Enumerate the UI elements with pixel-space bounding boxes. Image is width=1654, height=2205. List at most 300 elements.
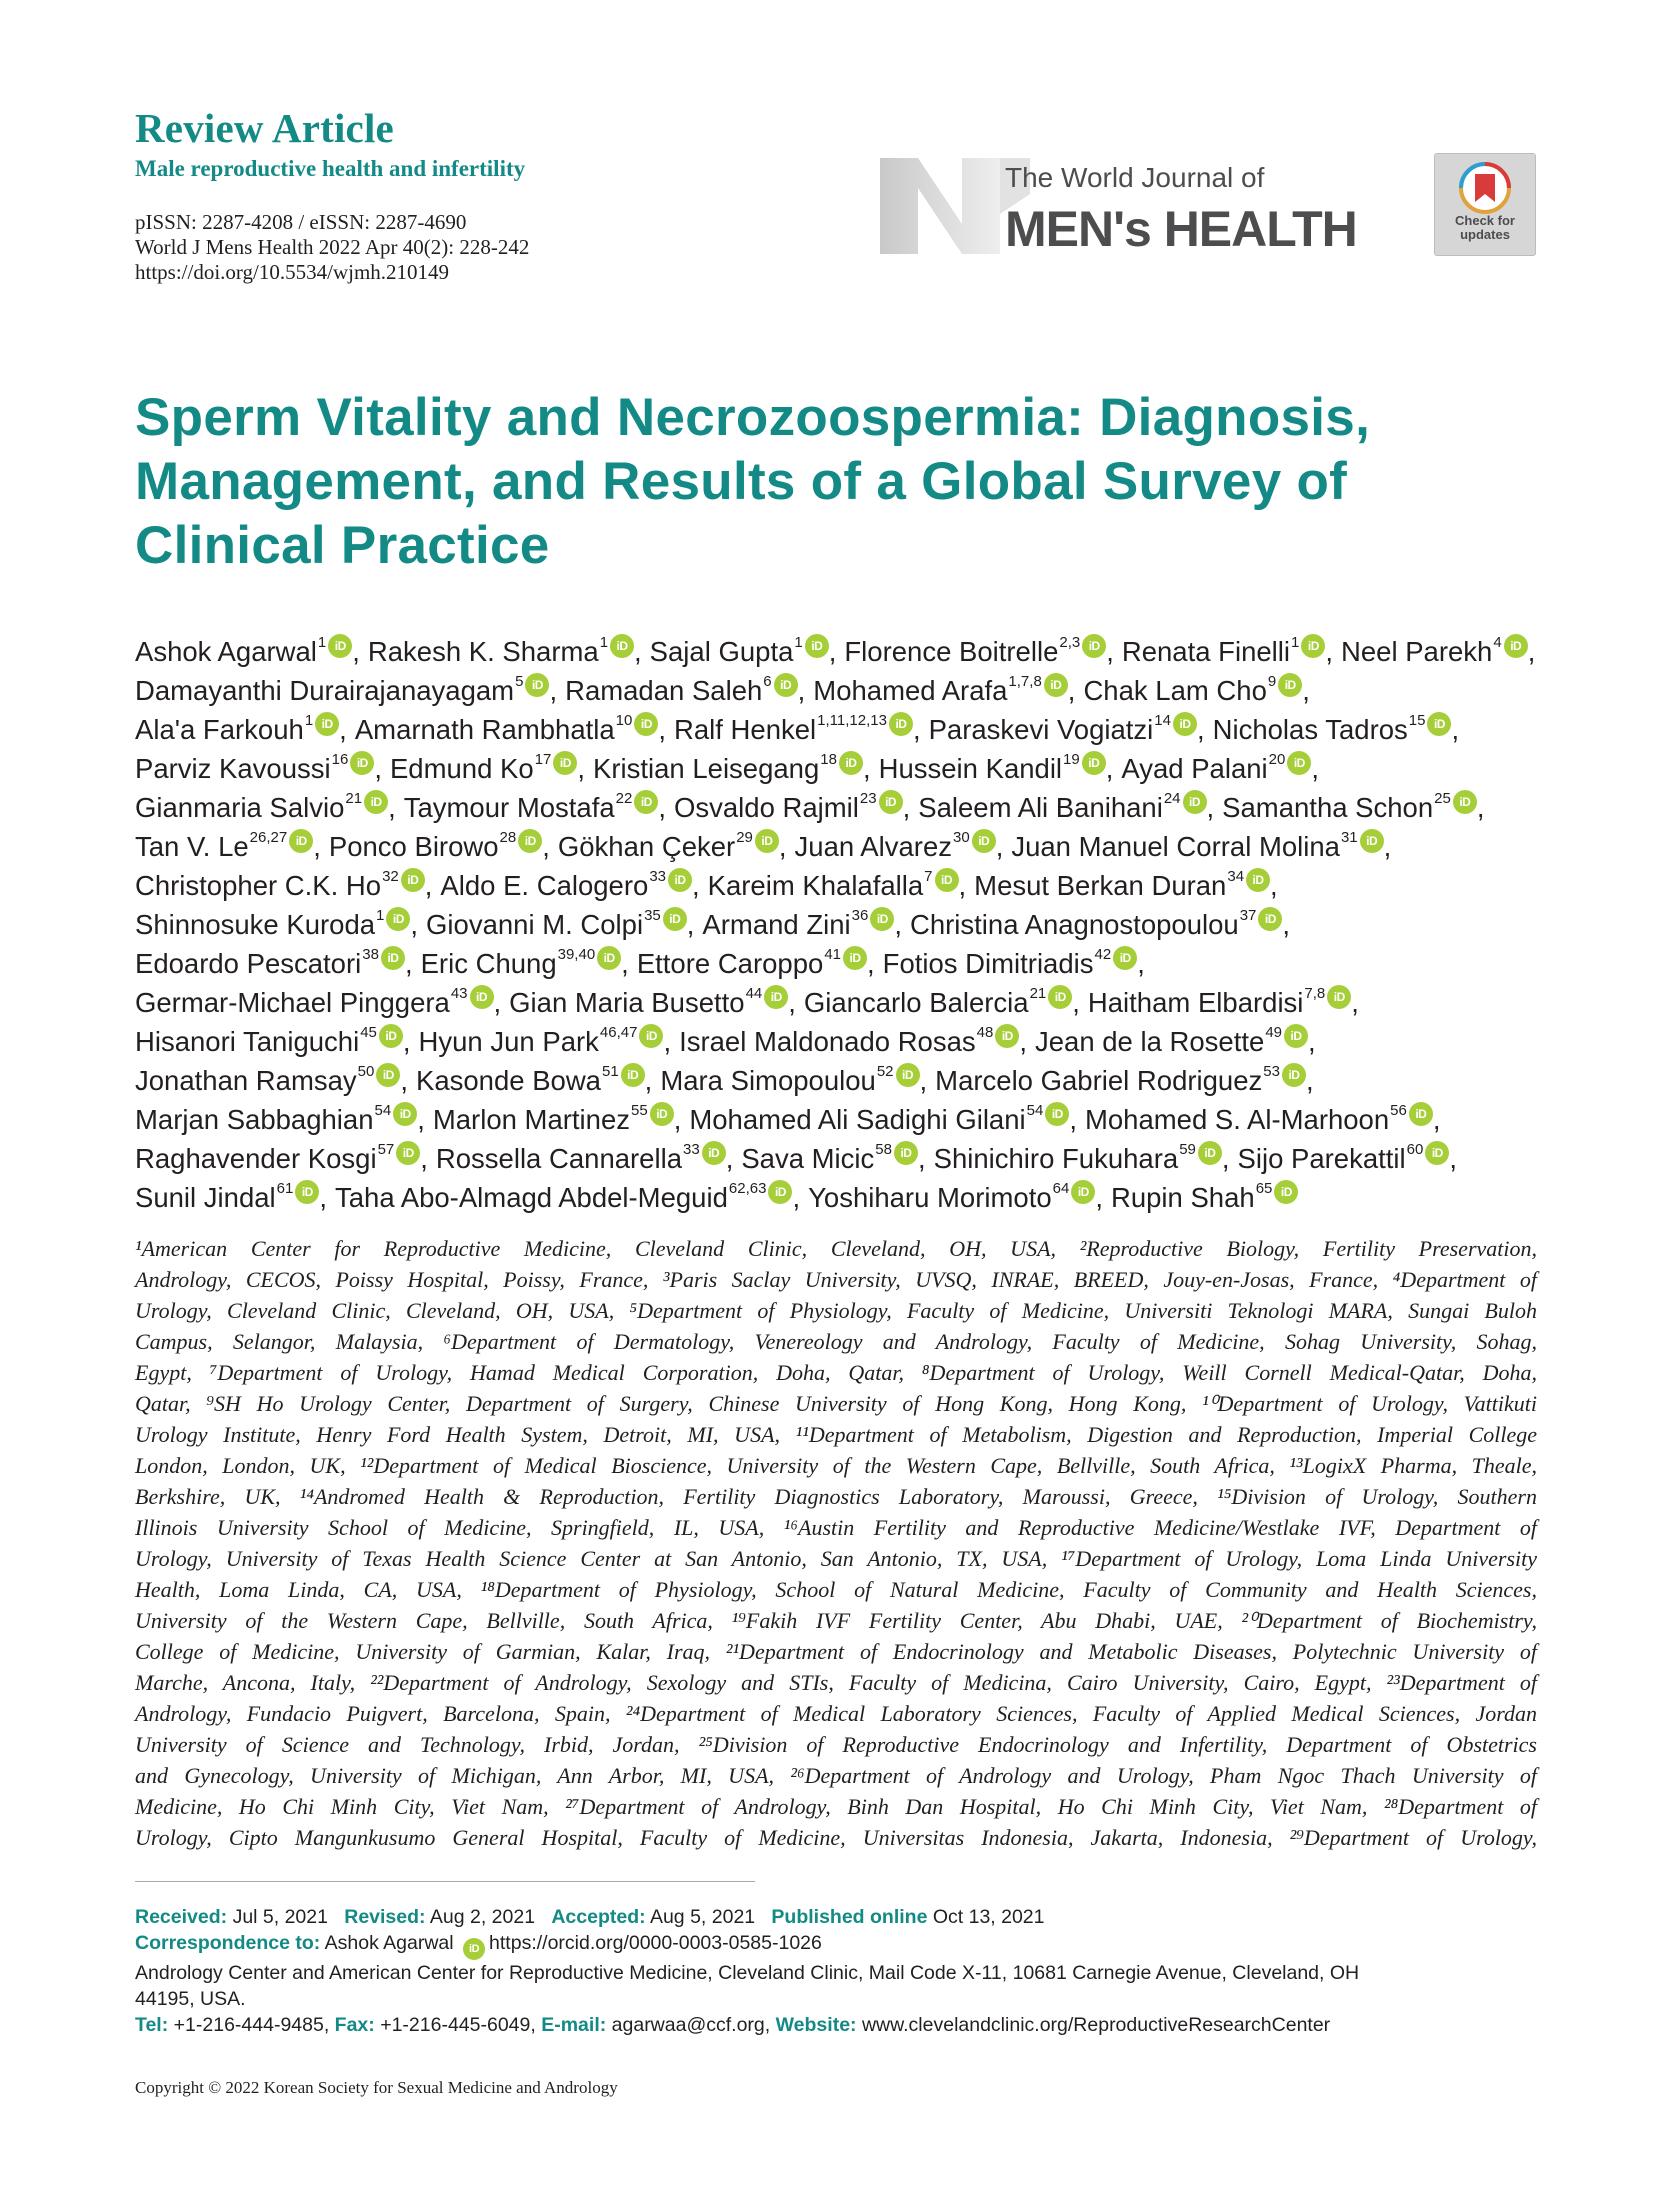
author bbox=[135, 827, 313, 866]
author bbox=[708, 866, 959, 905]
orcid-icon[interactable]: iD bbox=[995, 1024, 1019, 1048]
author-name: Sijo Parekattil bbox=[1237, 1143, 1406, 1174]
author bbox=[355, 710, 659, 749]
author bbox=[934, 1139, 1222, 1178]
author-name: Osvaldo Rajmil bbox=[673, 792, 859, 823]
orcid-icon[interactable]: iD bbox=[755, 829, 779, 853]
author bbox=[436, 1139, 726, 1178]
author-name: Juan Manuel Corral Molina bbox=[1011, 831, 1340, 862]
author-name: Hisanori Taniguchi bbox=[135, 1026, 360, 1057]
website-link[interactable]: www.clevelandclinic.org/ReproductiveResearchCenter bbox=[861, 2014, 1331, 2036]
article-subject: Male reproductive health and infertility bbox=[135, 156, 526, 181]
author-separator: , bbox=[417, 1104, 425, 1135]
orcid-icon[interactable]: iD bbox=[463, 1938, 485, 1960]
orcid-icon[interactable]: iD bbox=[1048, 985, 1072, 1009]
author-separator: , bbox=[1206, 792, 1215, 823]
author-separator: , bbox=[644, 1065, 653, 1096]
author bbox=[674, 788, 903, 827]
author-separator: , bbox=[1449, 1143, 1457, 1174]
author-separator: , bbox=[788, 987, 796, 1018]
author-separator: , bbox=[1282, 909, 1291, 940]
orcid-icon[interactable]: iD bbox=[315, 712, 339, 736]
author-affiliation-number: 61 bbox=[276, 1180, 294, 1197]
orcid-icon[interactable]: iD bbox=[1246, 868, 1270, 892]
author-affiliation-number: 37 bbox=[1239, 907, 1257, 924]
author-separator: , bbox=[339, 714, 347, 745]
orcid-icon[interactable]: iD bbox=[1173, 712, 1197, 736]
author-separator: , bbox=[410, 909, 419, 940]
author-name: Giovanni M. Colpi bbox=[426, 909, 644, 940]
journal-name-line2: MEN's HEALTH bbox=[1005, 201, 1357, 257]
orcid-icon[interactable]: iD bbox=[401, 868, 425, 892]
author-name: Rakesh K. Sharma bbox=[367, 636, 599, 667]
author-name: Nicholas Tadros bbox=[1212, 714, 1408, 745]
correspondence-orcid-link[interactable]: https://orcid.org/0000-0003-0585-1026 bbox=[489, 1932, 822, 1954]
fax: +1-216-445-6049, bbox=[380, 2014, 536, 2036]
author-affiliation-number: 45 bbox=[360, 1024, 377, 1041]
orcid-icon[interactable]: iD bbox=[381, 946, 405, 970]
author-affiliation-number: 51 bbox=[601, 1063, 619, 1080]
orcid-icon[interactable]: iD bbox=[639, 1024, 663, 1048]
author-affiliation-number: 4 bbox=[1493, 634, 1502, 651]
orcid-icon[interactable]: iD bbox=[289, 829, 313, 853]
author-separator: , bbox=[400, 1065, 408, 1096]
author-separator: , bbox=[1106, 636, 1114, 667]
author-separator: , bbox=[902, 792, 911, 823]
author-name: Mara Simopoulou bbox=[660, 1065, 876, 1096]
author-affiliation-number: 42 bbox=[1094, 946, 1112, 963]
author-separator: , bbox=[1019, 1026, 1027, 1057]
author-name: Juan Alvarez bbox=[794, 831, 952, 862]
author-separator: , bbox=[1067, 675, 1076, 706]
orcid-icon[interactable]: iD bbox=[1198, 1141, 1222, 1165]
author bbox=[935, 1061, 1306, 1100]
author-name: Ponco Birowo bbox=[328, 831, 499, 862]
affiliation-line: Andrology, CECOS, Poissy Hospital, Poissy, France, ³Paris Saclay University, UVSQ, INRAE, BREED, Jouy-en-Josas, France, ⁴Department of bbox=[135, 1267, 1537, 1292]
orcid-icon[interactable]: iD bbox=[668, 868, 692, 892]
author-affiliation-number: 19 bbox=[1063, 751, 1080, 768]
orcid-icon[interactable]: iD bbox=[894, 1141, 918, 1165]
orcid-icon[interactable]: iD bbox=[610, 634, 634, 658]
affiliation-line: Urology, Cleveland Clinic, Cleveland, OH, USA, ⁵Department of Physiology, Faculty of Medicine, Universiti Teknologi MARA, Sungai Buloh bbox=[135, 1298, 1537, 1323]
orcid-icon[interactable]: iD bbox=[470, 985, 494, 1009]
orcid-icon[interactable]: iD bbox=[1409, 1102, 1433, 1126]
author-separator: , bbox=[621, 948, 629, 979]
author-affiliation-number: 28 bbox=[499, 829, 517, 846]
orcid-icon[interactable]: iD bbox=[364, 790, 388, 814]
author-line bbox=[135, 983, 1525, 1022]
author-name: Neel Parekh bbox=[1341, 636, 1493, 667]
author-affiliation-number: 1,11,12,13 bbox=[817, 712, 887, 729]
orcid-icon[interactable]: iD bbox=[1287, 751, 1311, 775]
author-affiliation-number: 21 bbox=[1029, 985, 1047, 1002]
author-line bbox=[135, 1100, 1525, 1139]
author-name: Florence Boitrelle bbox=[844, 636, 1059, 667]
author-name: Fotios Dimitriadis bbox=[882, 948, 1094, 979]
author-separator: , bbox=[1308, 1026, 1316, 1057]
orcid-icon[interactable]: iD bbox=[805, 634, 829, 658]
author-line bbox=[135, 632, 1536, 671]
orcid-icon[interactable]: iD bbox=[518, 829, 542, 853]
orcid-icon[interactable]: iD bbox=[553, 751, 577, 775]
author-name: Kristian Leisegang bbox=[593, 753, 820, 784]
email-link[interactable]: agarwaa@ccf.org, bbox=[611, 2014, 771, 2036]
author-affiliation-number: 56 bbox=[1390, 1102, 1407, 1119]
author-list bbox=[135, 632, 1536, 1217]
author-affiliation-number: 2,3 bbox=[1059, 634, 1081, 651]
orcid-icon[interactable]: iD bbox=[870, 907, 894, 931]
article-meta bbox=[135, 210, 529, 285]
author-separator: , bbox=[894, 909, 902, 940]
author bbox=[390, 749, 577, 788]
author bbox=[1122, 632, 1326, 671]
author bbox=[135, 944, 405, 983]
author-name: Gianmaria Salvio bbox=[135, 792, 345, 823]
author-affiliation-number: 6 bbox=[763, 673, 772, 690]
author-separator: , bbox=[313, 831, 321, 862]
orcid-icon[interactable]: iD bbox=[1183, 790, 1207, 814]
author-name: Germar-Michael Pinggera bbox=[135, 987, 450, 1018]
author-line bbox=[135, 1022, 1525, 1061]
author-name: Armand Zini bbox=[702, 909, 851, 940]
author-separator: , bbox=[1325, 636, 1333, 667]
author-affiliation-number: 14 bbox=[1154, 712, 1171, 729]
affiliation-line: College of Medicine, University of Garmian, Kalar, Iraq, ²¹Department of Endocrinology and Metabolic Diseases, Polytechnic University of bbox=[135, 1639, 1537, 1664]
author-affiliation-number: 65 bbox=[1255, 1180, 1273, 1197]
author-affiliation-number: 34 bbox=[1227, 868, 1245, 885]
author-separator: , bbox=[792, 1182, 801, 1213]
affiliation-line: Health, Loma Linda, CA, USA, ¹⁸Department of Physiology, School of Natural Medicine, Faculty of Community and Health Sciences, bbox=[135, 1577, 1537, 1602]
author-affiliation-number: 57 bbox=[377, 1141, 395, 1158]
journal-name-line1: The World Journal of bbox=[1005, 162, 1265, 193]
author-line bbox=[135, 749, 1525, 788]
author-name: Tan V. Le bbox=[135, 831, 249, 862]
author-name: Gian Maria Busetto bbox=[509, 987, 745, 1018]
author-affiliation-number: 26,27 bbox=[249, 829, 288, 846]
author-separator: , bbox=[1302, 675, 1310, 706]
orcid-icon[interactable]: iD bbox=[328, 634, 352, 658]
affiliation-line: Urology Institute, Henry Ford Health System, Detroit, MI, USA, ¹¹Department of Metabolism, Digestion and Reproduction, Imperial College bbox=[135, 1422, 1537, 1447]
author-separator: , bbox=[1196, 714, 1205, 745]
orcid-icon[interactable]: iD bbox=[879, 790, 903, 814]
orcid-icon[interactable]: iD bbox=[634, 712, 658, 736]
orcid-icon[interactable]: iD bbox=[634, 790, 658, 814]
author bbox=[1213, 710, 1452, 749]
author-name: Hussein Kandil bbox=[878, 753, 1063, 784]
orcid-icon[interactable]: iD bbox=[839, 751, 863, 775]
author-separator: , bbox=[1311, 753, 1319, 784]
author-name: Aldo E. Calogero bbox=[440, 870, 649, 901]
author-name: Rupin Shah bbox=[1110, 1182, 1255, 1213]
author bbox=[660, 1061, 919, 1100]
author-affiliation-number: 1,7,8 bbox=[1008, 673, 1042, 690]
author-name: Amarnath Rambhatla bbox=[354, 714, 615, 745]
telephone: +1-216-444-9485, bbox=[173, 2014, 330, 2036]
orcid-icon[interactable]: iD bbox=[1258, 907, 1282, 931]
author-name: Samantha Schon bbox=[1222, 792, 1434, 823]
affiliation-line: Qatar, ⁹SH Ho Urology Center, Department of Surgery, Chinese University of Hong Kong, Hong Kong, ¹⁰Department of Urology, Vattikuti bbox=[135, 1391, 1537, 1416]
orcid-icon[interactable]: iD bbox=[1427, 712, 1451, 736]
author-separator: , bbox=[319, 1182, 327, 1213]
author-name: Mohamed Ali Sadighi Gilani bbox=[689, 1104, 1026, 1135]
check-for-updates-label: Check for updates bbox=[1455, 213, 1515, 242]
author-separator: , bbox=[1451, 714, 1460, 745]
author-name: Damayanthi Durairajanayagam bbox=[135, 675, 515, 706]
dates-row: Received: Jul 5, 2021 Revised: Aug 2, 2021 Accepted: Aug 5, 2021 Published online Oct 13, 2021 bbox=[135, 1906, 1045, 1928]
author-affiliation-number: 41 bbox=[824, 946, 841, 963]
author bbox=[135, 1178, 319, 1217]
author-separator: , bbox=[658, 714, 666, 745]
author-name: Eric Chung bbox=[420, 948, 557, 979]
author bbox=[135, 983, 494, 1022]
author-name: Taymour Mostafa bbox=[403, 792, 615, 823]
author-separator: , bbox=[1527, 636, 1536, 667]
orcid-icon[interactable]: iD bbox=[1278, 673, 1302, 697]
author-separator: , bbox=[549, 675, 558, 706]
author-affiliation-number: 39,40 bbox=[557, 946, 596, 963]
orcid-icon[interactable]: iD bbox=[386, 907, 410, 931]
author-name: Ramadan Saleh bbox=[565, 675, 763, 706]
author-name: Yoshiharu Morimoto bbox=[808, 1182, 1052, 1213]
author-affiliation-number: 49 bbox=[1265, 1024, 1282, 1041]
orcid-icon[interactable]: iD bbox=[1284, 1024, 1308, 1048]
correspondence-address-line1: Andrology Center and American Center for Reproductive Medicine, Cleveland Clinic, Mail Code X-11, 10681 Carnegie Avenue, Cleveland, OH bbox=[135, 1962, 1360, 1984]
author-affiliation-number: 9 bbox=[1267, 673, 1277, 690]
check-for-updates-button[interactable] bbox=[1434, 153, 1536, 256]
author-affiliation-number: 16 bbox=[331, 751, 349, 768]
article-footer-info bbox=[135, 1904, 1545, 2038]
author-affiliation-number: 7,8 bbox=[1304, 985, 1326, 1002]
author-affiliation-number: 1 bbox=[599, 634, 609, 651]
author bbox=[974, 866, 1270, 905]
orcid-icon[interactable]: iD bbox=[1301, 634, 1325, 658]
orcid-icon[interactable]: iD bbox=[935, 868, 959, 892]
orcid-icon[interactable]: iD bbox=[1082, 634, 1106, 658]
orcid-icon[interactable]: iD bbox=[350, 751, 374, 775]
author-name: Sunil Jindal bbox=[135, 1182, 276, 1213]
affiliation-line: ¹American Center for Reproductive Medicine, Cleveland Clinic, Cleveland, OH, USA, ²Reproductive Biology, Fertility Preservation, bbox=[135, 1236, 1537, 1261]
author-affiliation-number: 59 bbox=[1179, 1141, 1196, 1158]
author-name: Edoardo Pescatori bbox=[135, 948, 362, 979]
author-affiliation-number: 17 bbox=[534, 751, 552, 768]
affiliation-line: Egypt, ⁷Department of Urology, Hamad Medical Corporation, Doha, Qatar, ⁸Department of Urology, Weill Cornell Medical-Qatar, Doha, bbox=[135, 1360, 1537, 1385]
orcid-icon[interactable]: iD bbox=[393, 1102, 417, 1126]
author-separator: , bbox=[828, 636, 837, 667]
footnote-divider bbox=[135, 1881, 755, 1882]
author-affiliation-number: 20 bbox=[1268, 751, 1286, 768]
author bbox=[509, 983, 788, 1022]
author-affiliation-number: 10 bbox=[615, 712, 633, 729]
author bbox=[741, 1139, 918, 1178]
orcid-icon[interactable]: iD bbox=[621, 1063, 645, 1087]
author-name: Parviz Kavoussi bbox=[135, 753, 331, 784]
received-date: Jul 5, 2021 bbox=[232, 1906, 328, 1928]
author-affiliation-number: 58 bbox=[875, 1141, 892, 1158]
author-affiliation-number: 64 bbox=[1052, 1180, 1070, 1197]
author-affiliation-number: 52 bbox=[876, 1063, 894, 1080]
author-separator: , bbox=[1069, 1104, 1077, 1135]
orcid-icon[interactable]: iD bbox=[1071, 1180, 1095, 1204]
author-separator: , bbox=[1137, 948, 1145, 979]
author-separator: , bbox=[995, 831, 1004, 862]
affiliation-line: Medicine, Ho Chi Minh City, Viet Nam, ²⁷Department of Andrology, Binh Dan Hospital, Ho Chi Minh City, Viet Nam, ²⁸Department of bbox=[135, 1794, 1537, 1819]
author-separator: , bbox=[917, 1143, 926, 1174]
author-affiliation-number: 46,47 bbox=[599, 1024, 638, 1041]
author-line bbox=[135, 1139, 1525, 1178]
author-affiliation-number: 7 bbox=[924, 868, 933, 885]
author-name: Mesut Berkan Duran bbox=[974, 870, 1227, 901]
author bbox=[883, 944, 1138, 983]
author-affiliation-number: 50 bbox=[357, 1063, 375, 1080]
orcid-icon[interactable]: iD bbox=[896, 1063, 920, 1087]
affiliation-line: Andrology, Fundacio Puigvert, Barcelona, Spain, ²⁴Department of Medical Laboratory Sciences, Faculty of Applied Medical Sciences, Jordan bbox=[135, 1701, 1537, 1726]
author-separator: , bbox=[352, 636, 360, 667]
orcid-icon[interactable]: iD bbox=[1082, 751, 1106, 775]
author-separator: , bbox=[867, 948, 875, 979]
author-affiliation-number: 44 bbox=[745, 985, 763, 1002]
author-affiliation-number: 55 bbox=[631, 1102, 648, 1119]
orcid-icon[interactable]: iD bbox=[1360, 829, 1384, 853]
article-title: Sperm Vitality and Necrozoospermia: Diagnosis, Management, and Results of a Global Survey of Clinical Practice bbox=[135, 388, 1371, 575]
orcid-icon[interactable]: iD bbox=[376, 1063, 400, 1087]
author bbox=[329, 827, 542, 866]
author-affiliation-number: 35 bbox=[644, 907, 661, 924]
orcid-icon[interactable]: iD bbox=[764, 985, 788, 1009]
author bbox=[1111, 1178, 1298, 1217]
author-name: Edmund Ko bbox=[389, 753, 534, 784]
author-name: Gökhan Çeker bbox=[557, 831, 736, 862]
author bbox=[1088, 983, 1351, 1022]
author-affiliation-number: 31 bbox=[1340, 829, 1358, 846]
author-name: Mohamed S. Al-Marhoon bbox=[1084, 1104, 1390, 1135]
author bbox=[335, 1178, 792, 1217]
orcid-icon[interactable]: iD bbox=[1113, 946, 1137, 970]
orcid-icon[interactable]: iD bbox=[972, 829, 996, 853]
revised-date: Aug 2, 2021 bbox=[429, 1906, 536, 1928]
orcid-icon[interactable]: iD bbox=[1425, 1141, 1449, 1165]
author-affiliation-number: 30 bbox=[953, 829, 970, 846]
author-separator: , bbox=[658, 792, 666, 823]
orcid-icon[interactable]: iD bbox=[396, 1141, 420, 1165]
affiliation-line: Campus, Selangor, Malaysia, ⁶Department of Dermatology, Venereology and Andrology, Faculty of Medicine, Sohag University, Sohag, bbox=[135, 1329, 1537, 1354]
author-name: Hyun Jun Park bbox=[418, 1026, 599, 1057]
orcid-icon[interactable]: iD bbox=[1045, 1102, 1069, 1126]
orcid-icon[interactable]: iD bbox=[663, 907, 687, 931]
author-name: Ala'a Farkouh bbox=[135, 714, 304, 745]
orcid-icon[interactable]: iD bbox=[889, 712, 913, 736]
author-affiliation-number: 1 bbox=[317, 634, 327, 651]
orcid-icon[interactable]: iD bbox=[597, 946, 621, 970]
author-separator: , bbox=[958, 870, 967, 901]
orcid-icon[interactable]: iD bbox=[1453, 790, 1477, 814]
author-separator: , bbox=[797, 675, 806, 706]
author bbox=[135, 710, 339, 749]
author bbox=[593, 749, 863, 788]
author-separator: , bbox=[1432, 1104, 1441, 1135]
author-name: Jean de la Rosette bbox=[1034, 1026, 1265, 1057]
author bbox=[135, 1061, 400, 1100]
contact-row: Tel: +1-216-444-9485, Fax: +1-216-445-6049, E-mail: agarwaa@ccf.org, Website: www.clevelandclinic.org/ReproductiveResearchCenter bbox=[135, 2014, 1331, 2036]
author bbox=[135, 671, 549, 710]
author bbox=[135, 749, 374, 788]
author bbox=[135, 632, 352, 671]
author-separator: , bbox=[388, 792, 396, 823]
copyright: Copyright © 2022 Korean Society for Sexual Medicine and Andrology bbox=[135, 2078, 618, 2097]
author bbox=[804, 983, 1072, 1022]
author-name: Haitham Elbardisi bbox=[1087, 987, 1304, 1018]
author-name: Ettore Caroppo bbox=[636, 948, 824, 979]
orcid-icon[interactable]: iD bbox=[702, 1141, 726, 1165]
author-affiliation-number: 36 bbox=[851, 907, 869, 924]
orcid-icon[interactable]: iD bbox=[1327, 985, 1351, 1009]
author-separator: , bbox=[420, 1143, 428, 1174]
author-separator: , bbox=[542, 831, 550, 862]
author-name: Chak Lam Cho bbox=[1083, 675, 1267, 706]
orcid-icon[interactable]: iD bbox=[774, 673, 798, 697]
author-line bbox=[135, 866, 1525, 905]
author-name: Shinnosuke Kuroda bbox=[135, 909, 376, 940]
author bbox=[419, 1022, 664, 1061]
orcid-icon[interactable]: iD bbox=[1504, 634, 1528, 658]
author-separator: , bbox=[912, 714, 921, 745]
affiliation-line: London, London, UK, ¹²Department of Medical Bioscience, University of the Western Cape, Bellville, South Africa, ¹³LogixX Pharma, Theale, bbox=[135, 1453, 1537, 1478]
orcid-icon[interactable]: iD bbox=[1274, 1180, 1298, 1204]
orcid-icon[interactable]: iD bbox=[768, 1180, 792, 1204]
author bbox=[679, 1022, 1019, 1061]
author-name: Jonathan Ramsay bbox=[135, 1065, 357, 1096]
author-separator: , bbox=[1476, 792, 1485, 823]
author-separator: , bbox=[577, 753, 586, 784]
affiliation-line: Berkshire, UK, ¹⁴Andromed Health & Reproduction, Fertility Diagnostics Laboratory, Maroussi, Greece, ¹⁵Division of Urology, Southern bbox=[135, 1484, 1537, 1509]
bookmark-icon bbox=[1435, 156, 1535, 216]
author-name: Rossella Cannarella bbox=[435, 1143, 682, 1174]
author bbox=[1011, 827, 1383, 866]
author-separator: , bbox=[493, 987, 502, 1018]
author-name: Ralf Henkel bbox=[674, 714, 817, 745]
author-separator: , bbox=[634, 636, 642, 667]
affiliation-line: Marche, Ancona, Italy, ²²Department of Andrology, Sexology and STIs, Faculty of Medicina, Cairo University, Cairo, Egypt, ²³Department of bbox=[135, 1670, 1537, 1695]
orcid-icon[interactable]: iD bbox=[379, 1024, 403, 1048]
author-affiliation-number: 1 bbox=[304, 712, 314, 729]
orcid-icon[interactable]: iD bbox=[1282, 1063, 1306, 1087]
orcid-icon[interactable]: iD bbox=[1044, 673, 1068, 697]
author-separator: , bbox=[1072, 987, 1080, 1018]
author-name: Giancarlo Balercia bbox=[803, 987, 1029, 1018]
affiliation-line: Illinois University School of Medicine, Springfield, IL, USA, ¹⁶Austin Fertility and Reproductive Medicine/Westlake IVF, Department of bbox=[135, 1515, 1537, 1540]
author-name: Raghavender Kosgi bbox=[135, 1143, 377, 1174]
orcid-icon[interactable]: iD bbox=[843, 946, 867, 970]
affiliation-line: Urology, Cipto Mangunkusumo General Hospital, Faculty of Medicine, Universitas Indonesia, Jakarta, Indonesia, ²⁹Department of Urology, bbox=[135, 1825, 1537, 1850]
author-separator: , bbox=[692, 870, 700, 901]
author-line bbox=[135, 827, 1525, 866]
orcid-icon[interactable]: iD bbox=[525, 673, 549, 697]
author-affiliation-number: 33 bbox=[649, 868, 666, 885]
published-date: Oct 13, 2021 bbox=[932, 1906, 1045, 1928]
orcid-icon[interactable]: iD bbox=[650, 1102, 674, 1126]
author-affiliation-number: 1 bbox=[794, 634, 803, 651]
author-line bbox=[135, 1178, 1525, 1217]
doi-link[interactable]: https://doi.org/10.5534/wjmh.210149 bbox=[135, 260, 450, 284]
author-affiliation-number: 33 bbox=[683, 1141, 700, 1158]
author bbox=[1121, 749, 1311, 788]
author bbox=[808, 1178, 1095, 1217]
author bbox=[426, 905, 687, 944]
orcid-icon[interactable]: iD bbox=[295, 1180, 319, 1204]
author-affiliation-number: 24 bbox=[1163, 790, 1181, 807]
author-name: Marcelo Gabriel Rodriguez bbox=[935, 1065, 1263, 1096]
author bbox=[1083, 671, 1302, 710]
author-separator: , bbox=[778, 831, 787, 862]
